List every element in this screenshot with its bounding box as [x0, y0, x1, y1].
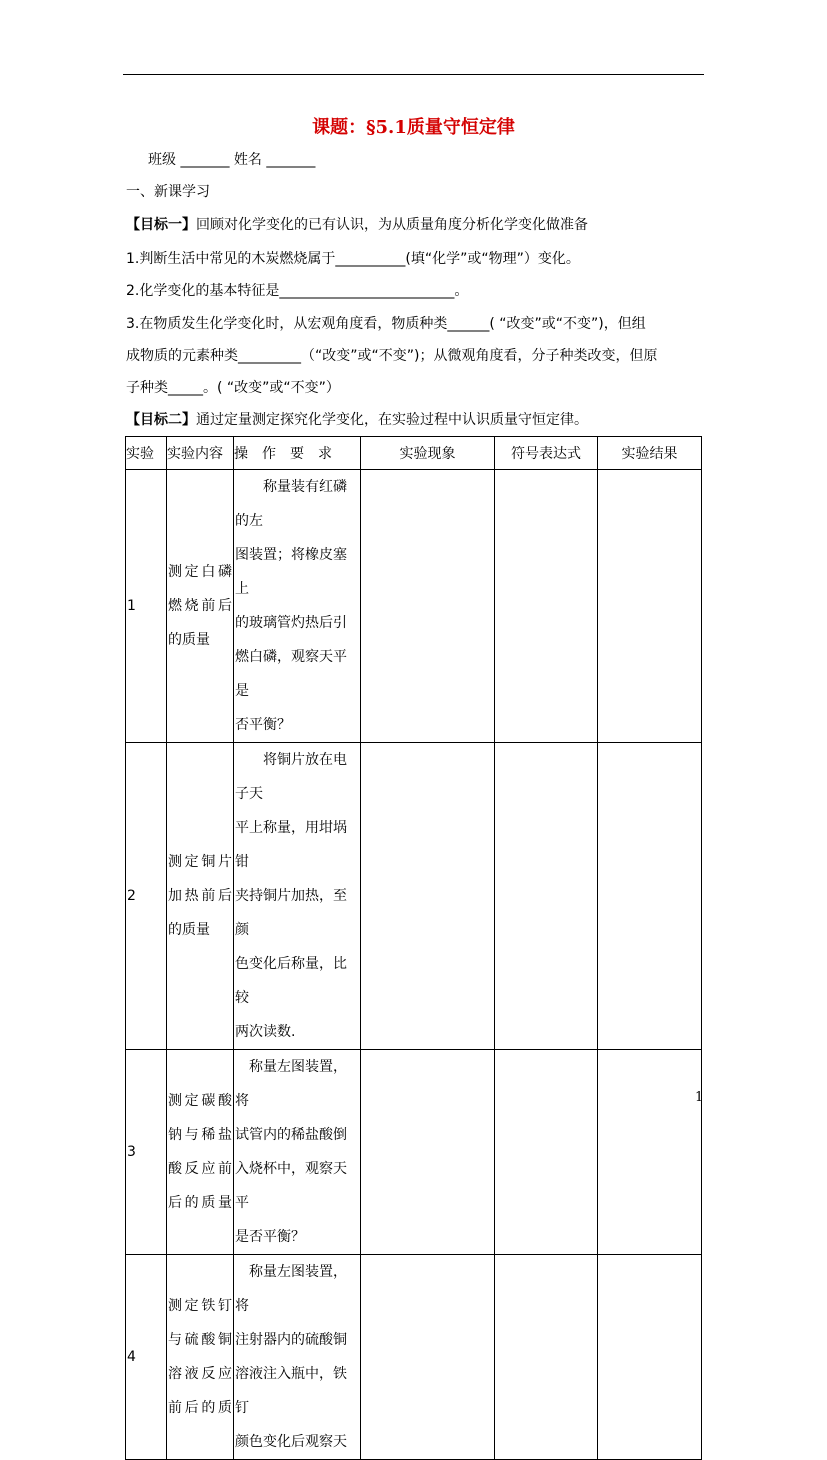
op-line: 称量左图装置，将 — [235, 1059, 347, 1109]
header-cell: 实验 — [126, 437, 167, 470]
result-cell — [598, 470, 702, 743]
goal1-text: 回顾对化学变化的已有认识，为从质量角度分析化学变化做准备 — [196, 217, 588, 233]
operation-requirement — [234, 470, 361, 743]
op-line: 是否平衡？ — [235, 1229, 305, 1245]
content-line: 的质量 — [168, 632, 210, 648]
op-line: 试管内的稀盐酸倒 — [235, 1127, 347, 1143]
goal2-text: 通过定量测定探究化学变化，在实验过程中认识质量守恒定律。 — [196, 412, 588, 428]
experiment-number: 2 — [126, 743, 167, 1050]
table-row — [126, 470, 702, 743]
header-cell: 符号表达式 — [495, 437, 598, 470]
operation-requirement — [234, 1050, 361, 1255]
content-line: 加热前后 — [168, 888, 232, 904]
goal2-label: 【目标二】 — [126, 412, 196, 428]
header-cell: 操 作 要 求 — [234, 437, 361, 470]
op-line: 将铜片放在电子天 — [235, 752, 347, 802]
expression-cell — [495, 1050, 598, 1255]
content-line: 溶液反应 — [168, 1366, 232, 1382]
goal1-label: 【目标一】 — [126, 217, 196, 233]
op-line: 注射器内的硫酸铜 — [235, 1332, 347, 1348]
table-row — [126, 1050, 702, 1255]
question-1: 1.判断生活中常见的木炭燃烧属于__________(填“化学”或“物理”）变化。 — [126, 251, 580, 267]
op-line: 颜色变化后观察天 — [235, 1434, 347, 1450]
op-line: 入烧杯中，观察天平 — [235, 1161, 347, 1211]
table-row — [126, 743, 702, 1050]
op-line: 溶液注入瓶中，铁钉 — [235, 1366, 347, 1416]
class-name-line: 班级 _______ 姓名 _______ — [148, 152, 316, 168]
content-line: 测定碳酸 — [168, 1093, 232, 1109]
question-3-line3: 子种类_____。( “改变”或“不变”） — [126, 380, 340, 396]
goal2-line — [126, 410, 588, 430]
phenomenon-cell — [361, 470, 495, 743]
question-2: 2.化学变化的基本特征是_________________________。 — [126, 283, 469, 299]
op-line: 夹持铜片加热，至颜 — [235, 888, 347, 938]
result-cell — [598, 1050, 702, 1255]
page-number: 1 — [695, 1090, 704, 1105]
table-header-row — [126, 437, 702, 470]
result-cell — [598, 1255, 702, 1460]
op-line: 称量左图装置，将 — [235, 1264, 347, 1314]
operation-requirement — [234, 743, 361, 1050]
op-line: 图装置；将橡皮塞上 — [235, 547, 347, 597]
experiment-table — [125, 436, 702, 1460]
content-line: 测定铜片 — [168, 854, 232, 870]
content-line: 测定白磷 — [168, 564, 232, 580]
content-line: 后的质量 — [168, 1195, 232, 1211]
op-line: 否平衡？ — [235, 717, 291, 733]
experiment-number: 1 — [126, 470, 167, 743]
table-row — [126, 1255, 702, 1460]
expression-cell — [495, 470, 598, 743]
content-line: 酸反应前 — [168, 1161, 232, 1177]
experiment-content — [167, 1255, 234, 1460]
page-title: 课题：§5.1质量守恒定律 — [312, 117, 515, 138]
op-line: 平上称量，用坩埚钳 — [235, 820, 347, 870]
content-line: 测定铁钉 — [168, 1298, 232, 1314]
question-3-line2: 成物质的元素种类_________（“改变”或“不变”)；从微观角度看，分子种类改变，但原 — [126, 348, 658, 364]
expression-cell — [495, 1255, 598, 1460]
content-line: 与硫酸铜 — [168, 1332, 232, 1348]
experiment-content — [167, 1050, 234, 1255]
phenomenon-cell — [361, 743, 495, 1050]
experiment-content — [167, 743, 234, 1050]
op-line: 燃白磷，观察天平是 — [235, 649, 347, 699]
op-line: 的玻璃管灼热后引 — [235, 615, 347, 631]
op-line: 两次读数. — [235, 1024, 296, 1040]
result-cell — [598, 743, 702, 1050]
op-line: 称量装有红磷的左 — [235, 479, 347, 529]
question-3-line1: 3.在物质发生化学变化时，从宏观角度看，物质种类______( “改变”或“不变”)，但组 — [126, 316, 646, 332]
op-line: 色变化后称量，比较 — [235, 956, 347, 1006]
phenomenon-cell — [361, 1050, 495, 1255]
content-line: 燃烧前后 — [168, 598, 232, 614]
header-rule — [123, 74, 704, 75]
experiment-content — [167, 470, 234, 743]
content-line: 钠与稀盐 — [168, 1127, 232, 1143]
content-line: 的质量 — [168, 922, 210, 938]
expression-cell — [495, 743, 598, 1050]
goal1-line — [126, 215, 588, 235]
content-line: 前后的质 — [168, 1400, 232, 1416]
experiment-number: 4 — [126, 1255, 167, 1460]
header-cell: 实验结果 — [598, 437, 702, 470]
section-heading: 一、新课学习 — [126, 184, 210, 200]
header-cell: 实验现象 — [361, 437, 495, 470]
phenomenon-cell — [361, 1255, 495, 1460]
operation-requirement — [234, 1255, 361, 1460]
header-cell: 实验内容 — [167, 437, 234, 470]
experiment-number: 3 — [126, 1050, 167, 1255]
